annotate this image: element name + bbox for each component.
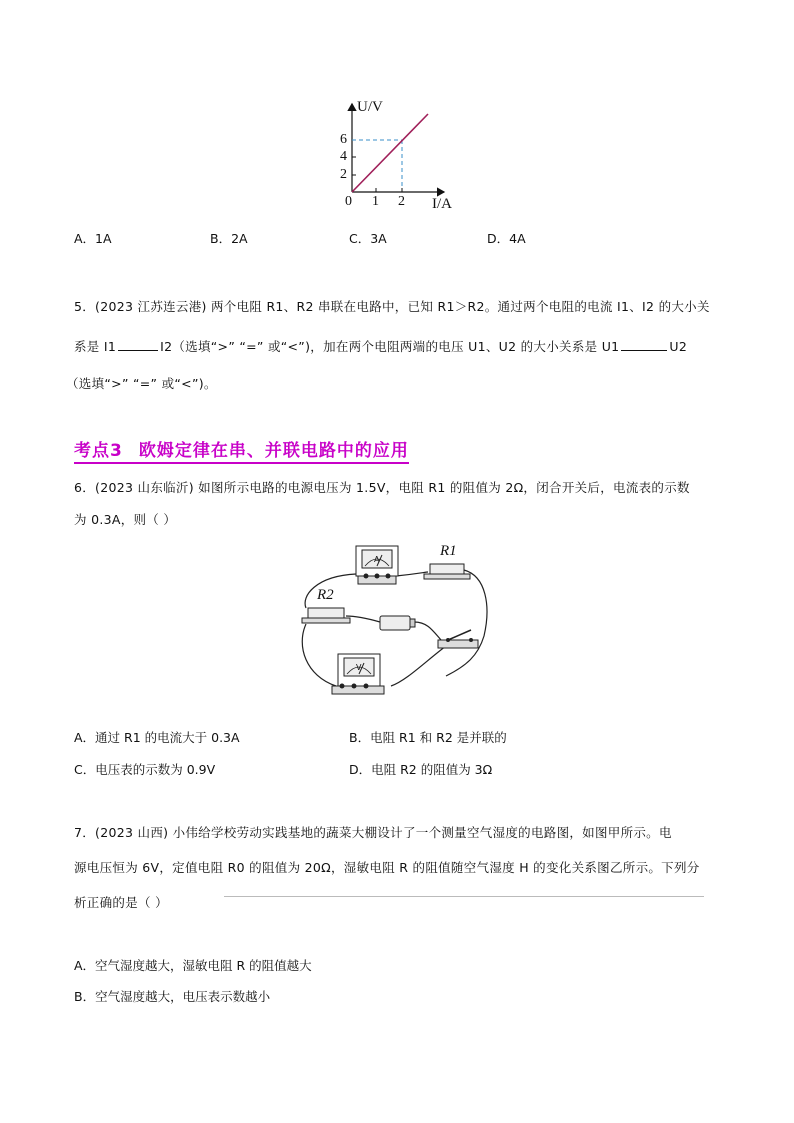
q6-option-a: A．通过 R1 的电流大于 0.3A [74,730,240,745]
q7-line-1: 7．(2023 山西) 小伟给学校劳动实践基地的蔬菜大棚设计了一个测量空气湿度的电路图，如图甲所示。电 [74,825,672,840]
r1-label: R1 [440,543,457,559]
q5-line-2-b: I2（选填“>” “=” 或“<”)，加在两个电阻两端的电压 U1、U2 的大小关系是 U1 [160,339,620,354]
q5-line-1: 5．(2023 江苏连云港) 两个电阻 R1、R2 串联在电路中，已知 R1＞R2。通过两个电阻的电流 I1、I2 的大小关 [74,299,710,314]
circuit-diagram [296,536,496,704]
battery-icon [380,616,415,630]
voltmeter-label: V [356,663,362,672]
y-axis-label: U/V [357,99,383,115]
resistor-r1-icon [424,564,470,579]
q5-blank-1[interactable] [118,338,158,351]
y-tick-2: 2 [340,167,347,182]
q6-option-c: C．电压表的示数为 0.9V [74,762,216,777]
r2-label: R2 [317,587,334,603]
q6-option-d: D．电阻 R2 的阻值为 3Ω [349,762,493,777]
y-tick-6: 6 [340,132,347,147]
q5-line-2-c: U2 [669,339,688,354]
resistor-r2-icon [302,608,350,623]
x-tick-1: 1 [372,194,379,209]
x-tick-0: 0 [345,194,352,209]
q7-option-a: A．空气湿度越大，湿敏电阻 R 的阻值越大 [74,958,312,973]
q7-option-b: B．空气湿度越大，电压表示数越小 [74,989,271,1004]
u-i-line [352,114,428,192]
switch-icon [438,630,478,648]
q5-line-2-a: 系是 I1 [74,339,117,354]
q6-option-b: B．电阻 R1 和 R2 是并联的 [349,730,507,745]
q5-line-3: （选填“>” “=” 或“<”)。 [66,376,217,391]
ammeter-icon [356,546,398,584]
q6-line-1: 6．(2023 山东临沂) 如图所示电路的电源电压为 1.5V，电阻 R1 的阻值为 2Ω，闭合开关后，电流表的示数 [74,480,690,495]
divider [224,896,704,897]
voltmeter-icon [332,654,384,694]
y-tick-4: 4 [340,149,347,164]
section-prefix: 考点3 [74,441,123,461]
q7-line-2: 源电压恒为 6V，定值电阻 R0 的阻值为 20Ω，湿敏电阻 R 的阻值随空气湿度 H 的变化关系图乙所示。下列分 [74,860,700,875]
section-title: 欧姆定律在串、并联电路中的应用 [138,441,409,461]
x-tick-2: 2 [398,194,405,209]
q7-line-3: 析正确的是（ ） [74,895,168,910]
q4-option-d: D．4A [487,231,526,246]
q4-option-c: C．3A [349,231,387,246]
q4-option-a: A．1A [74,231,112,246]
q4-option-b: B．2A [210,231,248,246]
ammeter-label: A [374,555,380,564]
q5-blank-2[interactable] [621,338,667,351]
q5-line-2 [74,337,687,355]
x-axis-label: I/A [432,196,452,212]
section-heading [74,436,409,464]
q6-line-2: 为 0.3A，则（ ） [74,512,177,527]
